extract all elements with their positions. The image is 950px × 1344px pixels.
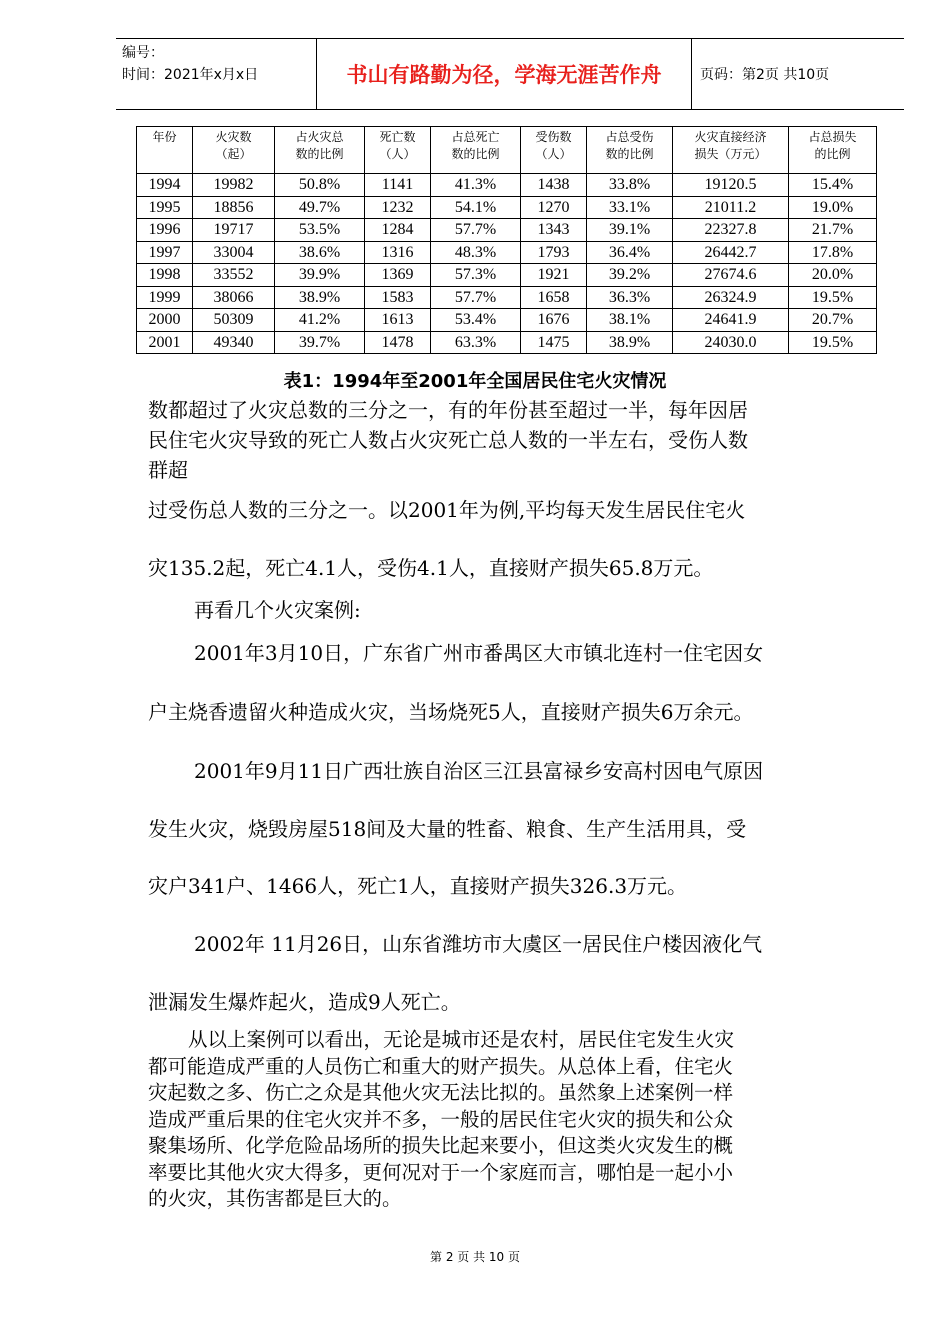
table-cell: 20.7% (789, 309, 877, 332)
table-cell: 41.3% (431, 174, 521, 197)
table-body (137, 174, 877, 354)
case-2-line-1: 2001年9月11日广西壮族自治区三江县富禄乡安高村因电气原因 (194, 759, 764, 783)
document-number-label: 编号： (122, 45, 164, 61)
table-cell: 1284 (365, 219, 431, 242)
header-fire-ratio: 占火灾总 数的比例 (275, 127, 365, 174)
header-loss-ratio: 占总损失 的比例 (789, 127, 877, 174)
table-cell: 38.9% (587, 331, 673, 354)
table-row (137, 241, 877, 264)
table-cell: 38.9% (275, 286, 365, 309)
table-cell: 26324.9 (673, 286, 789, 309)
case-2-line-2: 发生火灾，烧毁房屋518间及大量的牲畜、粮食、生产生活用具，受 (148, 817, 747, 841)
header-injury-ratio: 占总受伤 数的比例 (587, 127, 673, 174)
table-cell: 50.8% (275, 174, 365, 197)
table-cell: 19.5% (789, 331, 877, 354)
table-cell: 1998 (137, 264, 193, 287)
table-cell: 21011.2 (673, 196, 789, 219)
header-economic-loss: 火灾直接经济 损失（万元） (673, 127, 789, 174)
table-cell: 17.8% (789, 241, 877, 264)
table-row (137, 174, 877, 197)
table-cell: 1369 (365, 264, 431, 287)
table-cell: 39.1% (587, 219, 673, 242)
table-cell: 1793 (521, 241, 587, 264)
table-cell: 19120.5 (673, 174, 789, 197)
table-caption: 表1：1994年至2001年全国居民住宅火灾情况 (283, 371, 667, 392)
table-cell: 27674.6 (673, 264, 789, 287)
table-row (137, 196, 877, 219)
table-cell: 49340 (193, 331, 275, 354)
header-deaths: 死亡数 （人） (365, 127, 431, 174)
page-footer: 第 2 页 共 10 页 (430, 1250, 520, 1264)
table-cell: 38.6% (275, 241, 365, 264)
page-header (116, 38, 904, 110)
table-cell: 33552 (193, 264, 275, 287)
table-cell: 26442.7 (673, 241, 789, 264)
table-cell: 1478 (365, 331, 431, 354)
table-cell: 19.0% (789, 196, 877, 219)
table-cell: 50309 (193, 309, 275, 332)
table-cell: 57.3% (431, 264, 521, 287)
paragraph-continued: 数都超过了火灾总数的三分之一，有的年份甚至超过一半，每年因居 民住宅火灾导致的死亡人数占火灾死亡总人数的一半左右，受伤人数 群超 (148, 398, 748, 482)
table-cell: 1921 (521, 264, 587, 287)
table-cell: 20.0% (789, 264, 877, 287)
table-cell: 63.3% (431, 331, 521, 354)
table-header-row (137, 127, 877, 174)
table-cell: 41.2% (275, 309, 365, 332)
table-row (137, 264, 877, 287)
table-cell: 54.1% (431, 196, 521, 219)
table-cell: 19717 (193, 219, 275, 242)
table-cell: 2000 (137, 309, 193, 332)
table-cell: 1232 (365, 196, 431, 219)
table-cell: 1676 (521, 309, 587, 332)
table-cell: 24030.0 (673, 331, 789, 354)
table-cell: 1994 (137, 174, 193, 197)
header-page-number: 页码：第2页 共10页 (700, 67, 830, 83)
table-cell: 1583 (365, 286, 431, 309)
table-cell: 49.7% (275, 196, 365, 219)
table-cell: 53.4% (431, 309, 521, 332)
table-cell: 33.8% (587, 174, 673, 197)
table-cell: 33004 (193, 241, 275, 264)
table-cell: 1141 (365, 174, 431, 197)
header-motto: 书山有路勤为径，学海无涯苦作舟 (316, 39, 692, 109)
header-meta (122, 42, 314, 86)
header-fire-count: 火灾数 （起） (193, 127, 275, 174)
table-cell: 57.7% (431, 219, 521, 242)
table-cell: 39.9% (275, 264, 365, 287)
document-time-label: 时间：2021年x月x日 (122, 67, 259, 83)
table-cell: 33.1% (587, 196, 673, 219)
table-cell: 1270 (521, 196, 587, 219)
case-2-line-3: 灾户341户、1466人，死亡1人，直接财产损失326.3万元。 (148, 874, 688, 898)
table-cell: 57.7% (431, 286, 521, 309)
conclusion-paragraph: 从以上案例可以看出，无论是城市还是农村，居民住宅发生火灾 都可能造成严重的人员伤亡和重大的财产损失。从总体上看，住宅火 灾起数之多、伤亡之众是其他火灾无法比拟的。虽然象上述案例一样 造成严重后果的住宅火灾并不多，一般的居民住宅火灾的损失和公众 聚集场所、化学危险品场所的损失比起来要小，但这类火灾发生的概 率要比其他火灾大得多，更何况对于一个家庭而言，哪怕是一起小小 的火灾，其伤害都是巨大的。 (148, 1028, 735, 1210)
table-cell: 18856 (193, 196, 275, 219)
table-row (137, 309, 877, 332)
table-cell: 24641.9 (673, 309, 789, 332)
table-cell: 19.5% (789, 286, 877, 309)
table-cell: 53.5% (275, 219, 365, 242)
table-cell: 1996 (137, 219, 193, 242)
table-cell: 19982 (193, 174, 275, 197)
table-cell: 1343 (521, 219, 587, 242)
table-cell: 1997 (137, 241, 193, 264)
table-cell: 36.3% (587, 286, 673, 309)
table-cell: 1999 (137, 286, 193, 309)
table-cell: 1475 (521, 331, 587, 354)
case-1-line-2: 户主烧香遗留火种造成火灾，当场烧死5人，直接财产损失6万余元。 (148, 700, 754, 724)
paragraph-line: 过受伤总人数的三分之一。以2001年为例,平均每天发生居民住宅火 (148, 498, 746, 522)
table-row (137, 219, 877, 242)
table-cell: 38066 (193, 286, 275, 309)
table-cell: 15.4% (789, 174, 877, 197)
table-row (137, 286, 877, 309)
case-3-line-2: 泄漏发生爆炸起火，造成9人死亡。 (148, 990, 461, 1014)
table-row (137, 331, 877, 354)
paragraph-line: 灾135.2起，死亡4.1人，受伤4.1人，直接财产损失65.8万元。 (148, 556, 714, 580)
table-cell: 36.4% (587, 241, 673, 264)
table-cell: 1658 (521, 286, 587, 309)
table-cell: 1316 (365, 241, 431, 264)
header-injuries: 受伤数 （人） (521, 127, 587, 174)
table-cell: 39.2% (587, 264, 673, 287)
table-cell: 39.7% (275, 331, 365, 354)
table-cell: 22327.8 (673, 219, 789, 242)
case-1-line-1: 2001年3月10日，广东省广州市番禺区大市镇北连村一住宅因女 (194, 641, 764, 665)
table-cell: 2001 (137, 331, 193, 354)
header-year: 年份 (137, 127, 193, 174)
table-cell: 1995 (137, 196, 193, 219)
table-cell: 48.3% (431, 241, 521, 264)
case-3-line-1: 2002年 11月26日，山东省潍坊市大虞区一居民住户楼因液化气 (194, 932, 763, 956)
header-death-ratio: 占总死亡 数的比例 (431, 127, 521, 174)
table-cell: 38.1% (587, 309, 673, 332)
fire-statistics-table (136, 126, 877, 354)
table-cell: 1438 (521, 174, 587, 197)
paragraph-intro-cases: 再看几个火灾案例: (194, 598, 361, 622)
table-cell: 21.7% (789, 219, 877, 242)
table-cell: 1613 (365, 309, 431, 332)
